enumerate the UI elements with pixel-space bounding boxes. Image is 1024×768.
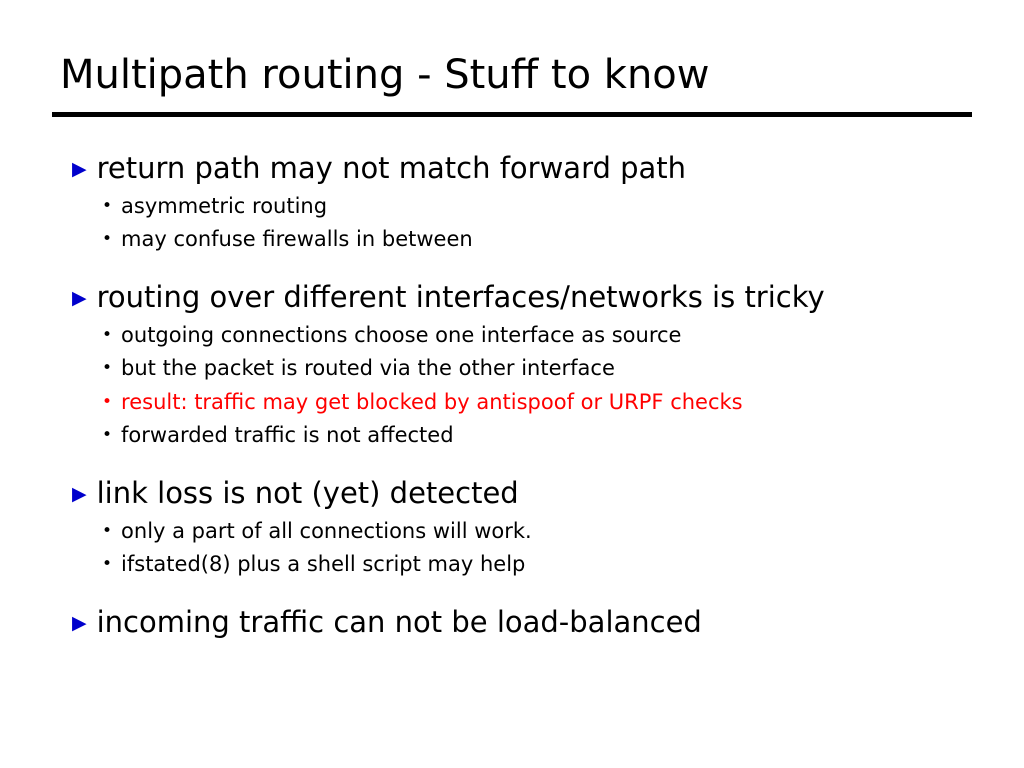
bullet-level1 bbox=[72, 604, 972, 642]
bullet-level2 bbox=[72, 190, 972, 224]
bullet-level1 bbox=[72, 150, 972, 188]
bullet-block bbox=[72, 279, 972, 453]
sub-bullet-list bbox=[72, 515, 972, 582]
bullet-level1-label: routing over different interfaces/networks is tricky bbox=[96, 279, 825, 314]
dot-bullet-icon: • bbox=[102, 391, 113, 412]
bullet-block bbox=[72, 150, 972, 257]
bullet-level2-label: forwarded traffic is not affected bbox=[121, 423, 454, 448]
bullet-level2 bbox=[72, 515, 972, 549]
bullet-level1 bbox=[72, 475, 972, 513]
bullet-level2 bbox=[72, 223, 972, 257]
dot-bullet-icon: • bbox=[102, 425, 113, 446]
bullet-level1 bbox=[72, 279, 972, 317]
bullet-level2 bbox=[72, 352, 972, 386]
triangle-bullet-icon: ▶ bbox=[72, 482, 87, 505]
dot-bullet-icon: • bbox=[102, 554, 113, 575]
triangle-bullet-icon: ▶ bbox=[72, 611, 87, 634]
sub-bullet-list bbox=[72, 319, 972, 453]
bullet-level1-label: return path may not match forward path bbox=[96, 151, 687, 185]
bullet-level2 bbox=[72, 419, 972, 453]
bullet-level2 bbox=[72, 548, 972, 582]
bullet-block bbox=[72, 604, 972, 642]
dot-bullet-icon: • bbox=[102, 229, 113, 250]
bullet-level2-label: only a part of all connections will work. bbox=[121, 518, 532, 543]
bullet-level2-label: but the packet is routed via the other interface bbox=[121, 356, 615, 381]
bullet-level1-label: link loss is not (yet) detected bbox=[96, 475, 519, 510]
slide-body bbox=[72, 150, 972, 644]
bullet-block bbox=[72, 475, 972, 582]
bullet-level2-label: result: traffic may get blocked by antispoof or URPF checks bbox=[121, 389, 743, 414]
bullet-level2 bbox=[72, 319, 972, 353]
bullet-level2-alert bbox=[72, 386, 972, 420]
dot-bullet-icon: • bbox=[102, 324, 113, 345]
bullet-level2-label: outgoing connections choose one interface as source bbox=[121, 322, 682, 347]
triangle-bullet-icon: ▶ bbox=[72, 286, 87, 309]
dot-bullet-icon: • bbox=[102, 520, 113, 541]
bullet-level2-label: ifstated(8) plus a shell script may help bbox=[121, 552, 526, 577]
bullet-level2-label: may confuse firewalls in between bbox=[121, 227, 473, 252]
sub-bullet-list bbox=[72, 190, 972, 257]
bullet-level2-label: asymmetric routing bbox=[121, 193, 328, 218]
page-title: Multipath routing - Stuff to know bbox=[60, 52, 710, 98]
triangle-bullet-icon: ▶ bbox=[72, 158, 87, 180]
dot-bullet-icon: • bbox=[102, 195, 113, 216]
title-divider bbox=[52, 112, 972, 117]
bullet-level1-label: incoming traffic can not be load-balanced bbox=[96, 604, 702, 639]
dot-bullet-icon: • bbox=[102, 358, 113, 379]
